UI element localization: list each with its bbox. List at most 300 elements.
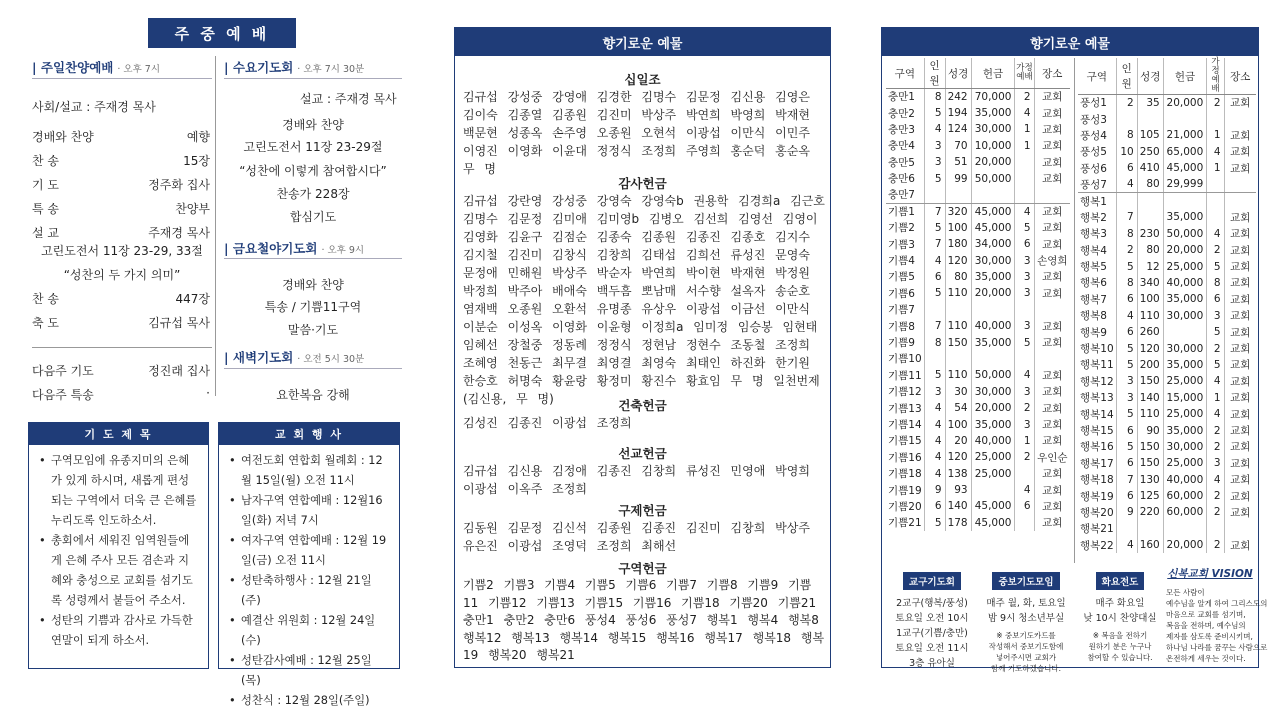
table-row xyxy=(886,433,1070,449)
info-line: 3층 유아실 xyxy=(909,658,955,669)
order-row xyxy=(32,386,210,403)
column-header: 인원 xyxy=(924,58,945,89)
table-cell: 기쁨3 xyxy=(888,238,915,251)
table-cell xyxy=(1163,111,1207,127)
table-cell: 2 xyxy=(1207,504,1224,520)
info-line: 넣어주시면 교회가 xyxy=(995,653,1057,662)
table-cell: 교회 xyxy=(1034,482,1070,498)
table-cell: 교회 xyxy=(1224,390,1256,406)
table-cell: 교회 xyxy=(1034,416,1070,432)
order-label: 다음주 기도 xyxy=(32,364,94,378)
table-cell: 10,000 xyxy=(971,138,1015,154)
wednesday-service-time: · 오후 7시 30분 xyxy=(297,64,365,75)
table-cell: 150 xyxy=(1137,455,1163,471)
table-cell: 6 xyxy=(1207,291,1224,307)
info-line: 함께 기도하겠습니다. xyxy=(991,664,1061,673)
table-cell: 교회 xyxy=(1034,220,1070,236)
table-cell: 110 xyxy=(945,367,971,383)
offering-group-names: 기쁨2 기쁨3 기쁨4 기쁨5 기쁨6 기쁨7 기쁨8 기쁨9 기쁨11 기쁨12 기쁨13 기쁨15 기쁨16 기쁨18 기쁨20 기쁨21 충만1 충만2 충만6 풍성4 풍성6 풍성7 행복1 행복4 행복8 행복12 행복13 행복14 행복15 행복16 행복17 행복18 행복19 행복20 행복21 xyxy=(463,578,825,662)
table-cell: 4 xyxy=(1207,226,1224,242)
table-cell: 교회 xyxy=(1224,357,1256,373)
table-cell: 충만4 xyxy=(888,140,915,153)
table-cell: 250 xyxy=(1137,144,1163,160)
table-cell xyxy=(1137,193,1163,209)
table-cell: 6 xyxy=(1116,422,1137,438)
table-cell: 4 xyxy=(1015,482,1034,498)
table-cell: 140 xyxy=(945,498,971,514)
district-prayer-box xyxy=(892,570,972,671)
table-cell: 34,000 xyxy=(971,236,1015,252)
table-cell xyxy=(1116,193,1137,209)
table-cell: 기쁨9 xyxy=(888,337,915,350)
table-cell: 180 xyxy=(945,236,971,252)
table-cell: 100 xyxy=(945,416,971,432)
table-cell: 51 xyxy=(945,154,971,170)
list-item: • 성탄의 기쁨과 감사로 가득한 연말이 되게 하소서. xyxy=(39,611,198,651)
table-cell: 8 xyxy=(1116,275,1137,291)
table-cell: 70,000 xyxy=(971,89,1015,105)
table-cell: 기쁨7 xyxy=(888,304,915,317)
friday-service-heading: | 금요철야기도회 · 오후 9시 xyxy=(224,241,365,256)
table-cell: 45,000 xyxy=(1163,160,1207,176)
table-cell: 60,000 xyxy=(1163,504,1207,520)
table-cell: 2 xyxy=(1116,95,1137,111)
table-cell: 5 xyxy=(1015,334,1034,350)
table-cell: 50,000 xyxy=(1163,226,1207,242)
order-value: 정주화 집사 xyxy=(148,178,210,192)
table-cell: 6 xyxy=(1116,160,1137,176)
table-cell: 5 xyxy=(1207,357,1224,373)
order-label: 찬 송 xyxy=(32,154,59,168)
table-cell: 행복5 xyxy=(1080,261,1107,274)
church-events-box xyxy=(218,422,400,707)
column-header: 구역 xyxy=(886,58,924,89)
table-cell: 200 xyxy=(1137,357,1163,373)
table-row xyxy=(886,449,1070,465)
table-cell: 320 xyxy=(945,203,971,219)
table-cell: 12 xyxy=(1137,258,1163,274)
info-line: 토요일 오전 10시 xyxy=(895,613,969,624)
table-cell: 기쁨4 xyxy=(888,255,915,268)
info-line: ※ 중보기도카드를 xyxy=(996,631,1056,640)
table-cell: 기쁨19 xyxy=(888,484,922,497)
table-cell: 행복20 xyxy=(1080,506,1114,519)
table-cell: 6 xyxy=(1116,455,1137,471)
order-label: 특 송 xyxy=(32,202,59,216)
table-cell xyxy=(924,302,945,318)
table-cell: 5 xyxy=(924,105,945,121)
table-row xyxy=(886,465,1070,481)
table-cell xyxy=(1207,521,1224,537)
table-cell: 교회 xyxy=(1034,236,1070,252)
table-cell: 교회 xyxy=(1034,203,1070,219)
table-cell: 45,000 xyxy=(971,220,1015,236)
table-cell: 교회 xyxy=(1224,439,1256,455)
table-cell: 120 xyxy=(945,449,971,465)
table-cell: 교회 xyxy=(1224,127,1256,143)
vision-heading: 신복교회 VISION xyxy=(1167,568,1253,580)
table-cell: 4 xyxy=(924,416,945,432)
table-cell xyxy=(1116,111,1137,127)
table-cell: 교회 xyxy=(1034,105,1070,121)
table-cell xyxy=(971,187,1015,203)
dawn-line: 요한복음 강해 xyxy=(276,388,350,402)
order-value: 15장 xyxy=(183,154,210,168)
column-header: 성경 xyxy=(1137,58,1163,95)
table-cell: 2 xyxy=(1207,488,1224,504)
table-cell: 3 xyxy=(1015,318,1034,334)
table-row xyxy=(886,351,1070,367)
wednesday-line: “성찬에 이렇게 참여합시다” xyxy=(239,164,387,178)
table-cell: 4 xyxy=(1116,308,1137,324)
table-cell: 교회 xyxy=(1224,226,1256,242)
table-cell: 4 xyxy=(1207,471,1224,487)
table-cell: 5 xyxy=(924,285,945,301)
table-cell: 행복16 xyxy=(1080,441,1114,454)
offering-group-title: 선교헌금 xyxy=(618,446,667,461)
table-cell: 25,000 xyxy=(1163,258,1207,274)
table-cell: 7 xyxy=(924,318,945,334)
table-cell: 교회 xyxy=(1034,433,1070,449)
table-cell: 기쁨12 xyxy=(888,386,922,399)
offering-group-title: 감사헌금 xyxy=(618,176,667,191)
list-item: • 여전도회 연합회 월례회 : 12월 15일(월) 오전 11시 xyxy=(229,451,389,491)
table-cell: 20,000 xyxy=(1163,537,1207,553)
table-cell: 교회 xyxy=(1224,258,1256,274)
table-cell: 150 xyxy=(1137,373,1163,389)
column-header: 헌금 xyxy=(1163,58,1207,95)
order-row xyxy=(32,224,210,241)
table-cell: 기쁨18 xyxy=(888,468,922,481)
info-line: 밤 9시 청소년부실 xyxy=(987,613,1065,624)
wednesday-line: 고린도전서 11장 23-29절 xyxy=(243,140,383,154)
order-label: 축 도 xyxy=(32,316,59,330)
table-cell: 기쁨8 xyxy=(888,320,915,333)
table-cell: 3 xyxy=(924,384,945,400)
table-cell: 4 xyxy=(1015,105,1034,121)
table-cell: 충만3 xyxy=(888,123,915,136)
table-cell: 25,000 xyxy=(1163,455,1207,471)
table-cell: 100 xyxy=(1137,291,1163,307)
table-cell: 3 xyxy=(924,154,945,170)
table-cell: 행복18 xyxy=(1080,474,1114,487)
table-row xyxy=(1078,308,1256,324)
table-cell xyxy=(1137,209,1163,225)
table-cell: 4 xyxy=(924,121,945,137)
table-row xyxy=(1078,160,1256,176)
table-cell: 기쁨16 xyxy=(888,451,922,464)
table-cell: 4 xyxy=(924,400,945,416)
table-cell: 5 xyxy=(924,220,945,236)
table-row xyxy=(886,154,1070,170)
table-cell: 9 xyxy=(1116,504,1137,520)
table-cell: 행복12 xyxy=(1080,375,1114,388)
table-cell: 10 xyxy=(1116,144,1137,160)
table-cell: 4 xyxy=(924,465,945,481)
district-table-left xyxy=(886,58,1070,531)
offering-group-names: 김규섭 김신용 김정애 김종진 김창희 류성진 민영애 박영희 이광섭 이옥주 조정희 xyxy=(463,464,810,496)
table-cell xyxy=(945,351,971,367)
table-cell: 20,000 xyxy=(1163,95,1207,111)
table-row xyxy=(1078,521,1256,537)
friday-line: 말씀·기도 xyxy=(287,323,339,337)
table-cell: 2 xyxy=(1207,422,1224,438)
table-cell: 교회 xyxy=(1224,488,1256,504)
table-cell: 25,000 xyxy=(1163,406,1207,422)
table-cell: 교회 xyxy=(1034,269,1070,285)
table-cell: 2 xyxy=(1207,340,1224,356)
table-cell xyxy=(1015,465,1034,481)
table-cell: 150 xyxy=(1137,439,1163,455)
table-cell: 35,000 xyxy=(1163,357,1207,373)
table-cell: 30,000 xyxy=(1163,439,1207,455)
info-line: 작성해서 중보기도함에 xyxy=(988,642,1064,651)
table-cell: 손영희 xyxy=(1034,252,1070,268)
table-cell: 25,000 xyxy=(1163,373,1207,389)
offerings-heading: 향기로운 예물 xyxy=(455,28,830,56)
order-label: 설 교 xyxy=(32,226,59,240)
order-label: 기 도 xyxy=(32,178,59,192)
table-cell: 기쁨10 xyxy=(888,353,922,366)
table-cell: 행복9 xyxy=(1080,326,1107,339)
table-row xyxy=(1078,324,1256,340)
table-cell: 5 xyxy=(1207,324,1224,340)
table-cell: 1 xyxy=(1015,121,1034,137)
dawn-service-time: · 오전 5시 30분 xyxy=(297,354,365,365)
sunday-leader: 사회/설교 : 주재경 목사 xyxy=(32,100,156,114)
table-cell: 1 xyxy=(1015,138,1034,154)
table-cell: 교회 xyxy=(1034,170,1070,186)
table-cell: 교회 xyxy=(1224,373,1256,389)
table-row xyxy=(1078,291,1256,307)
table-cell: 기쁨13 xyxy=(888,402,922,415)
table-cell: 풍성1 xyxy=(1080,97,1107,110)
table-cell: 4 xyxy=(924,252,945,268)
table-cell: 6 xyxy=(1116,324,1137,340)
table-cell: 2 xyxy=(1116,242,1137,258)
column-divider xyxy=(215,56,216,396)
table-cell: 교회 xyxy=(1224,160,1256,176)
table-cell: 행복6 xyxy=(1080,277,1107,290)
table-row xyxy=(886,89,1070,105)
info-line: 모든 사람이 xyxy=(1166,588,1205,597)
table-cell: 행복11 xyxy=(1080,359,1114,372)
table-cell xyxy=(945,302,971,318)
table-cell: 9 xyxy=(924,482,945,498)
table-cell: 기쁨15 xyxy=(888,435,922,448)
table-cell: 30,000 xyxy=(971,384,1015,400)
table-cell: 교회 xyxy=(1224,340,1256,356)
table-cell: 4 xyxy=(1015,203,1034,219)
table-row xyxy=(886,367,1070,383)
info-line: 낮 10시 찬양대실 xyxy=(1083,613,1157,624)
table-cell: 150 xyxy=(945,334,971,350)
table-cell: 3 xyxy=(1116,390,1137,406)
table-cell: 20,000 xyxy=(971,285,1015,301)
table-cell: 2 xyxy=(1207,439,1224,455)
table-row xyxy=(1078,373,1256,389)
weekly-worship-panel xyxy=(20,12,415,707)
wednesday-line: 경배와 찬양 xyxy=(282,118,344,132)
order-label: 다음주 특송 xyxy=(32,388,94,402)
table-cell xyxy=(1137,521,1163,537)
table-row xyxy=(886,482,1070,498)
table-cell: 행복8 xyxy=(1080,310,1107,323)
table-row xyxy=(886,203,1070,219)
district-offerings-panel xyxy=(881,27,1268,673)
table-row xyxy=(1078,340,1256,356)
table-cell: 교회 xyxy=(1034,515,1070,531)
table-cell: 교회 xyxy=(1224,406,1256,422)
info-line: 토요일 오전 11시 xyxy=(895,643,969,654)
table-cell: 3 xyxy=(1015,285,1034,301)
table-cell: 행복21 xyxy=(1080,523,1114,536)
vision-box xyxy=(1164,566,1268,664)
order-label: 찬 송 xyxy=(32,292,59,306)
list-item: • 성찬식 : 12월 28일(주일) xyxy=(229,691,389,711)
table-cell: 21,000 xyxy=(1163,127,1207,143)
table-cell xyxy=(1137,111,1163,127)
order-value: 예향 xyxy=(186,130,210,144)
table-cell: 교회 xyxy=(1034,89,1070,105)
table-cell: 340 xyxy=(1137,275,1163,291)
table-cell: 5 xyxy=(1116,258,1137,274)
order-value: 김규섭 목사 xyxy=(148,316,210,330)
table-cell: 178 xyxy=(945,515,971,531)
table-cell xyxy=(1116,521,1137,537)
table-cell: 30 xyxy=(945,384,971,400)
table-cell: 기쁨5 xyxy=(888,271,915,284)
table-cell: 교회 xyxy=(1034,384,1070,400)
order-value: 정진래 집사 xyxy=(148,364,210,378)
weekly-worship-title: 주 중 예 배 xyxy=(148,18,296,48)
list-item: • 예결산 위원회 : 12월 24일(수) xyxy=(229,611,389,651)
table-cell xyxy=(1207,176,1224,192)
table-cell: 45,000 xyxy=(971,498,1015,514)
table-row xyxy=(1078,488,1256,504)
table-cell: 130 xyxy=(1137,471,1163,487)
offering-group-title: 건축헌금 xyxy=(618,398,667,413)
table-cell: 교회 xyxy=(1034,138,1070,154)
prayer-topics-heading: 기 도 제 목 xyxy=(29,423,208,445)
table-cell: 7 xyxy=(924,236,945,252)
table-row xyxy=(1078,209,1256,225)
table-cell: 교회 xyxy=(1224,242,1256,258)
wednesday-line: 찬송가 228장 xyxy=(276,187,350,201)
table-cell: 교회 xyxy=(1224,324,1256,340)
table-cell: 220 xyxy=(1137,504,1163,520)
table-cell xyxy=(1163,324,1207,340)
table-row xyxy=(1078,275,1256,291)
table-cell: 35,000 xyxy=(971,334,1015,350)
table-cell: 35,000 xyxy=(1163,209,1207,225)
info-line: 하나님 나라를 꿈꾸는 사람으로 xyxy=(1166,643,1268,652)
order-row xyxy=(32,152,210,169)
table-cell: 20 xyxy=(945,433,971,449)
table-cell xyxy=(924,351,945,367)
table-cell: 2 xyxy=(1207,242,1224,258)
table-cell: 풍성6 xyxy=(1080,162,1107,175)
sunday-sermon-title: “성찬의 두 가지 의미” xyxy=(63,268,181,282)
table-row xyxy=(1078,537,1256,553)
table-cell: 4 xyxy=(924,433,945,449)
table-cell: 8 xyxy=(1116,226,1137,242)
table-cell: 2 xyxy=(1015,449,1034,465)
table-row xyxy=(1078,144,1256,160)
table-row xyxy=(886,252,1070,268)
table-cell: 30,000 xyxy=(1163,340,1207,356)
table-cell: 120 xyxy=(945,252,971,268)
table-cell: 충만7 xyxy=(886,187,924,203)
table-cell xyxy=(1207,111,1224,127)
table-cell: 2 xyxy=(1015,400,1034,416)
table-row xyxy=(1078,357,1256,373)
table-cell: 35 xyxy=(1137,95,1163,111)
table-cell: 2 xyxy=(1015,89,1034,105)
column-header: 헌금 xyxy=(971,58,1015,89)
table-cell xyxy=(1207,209,1224,225)
district-table-right xyxy=(1078,58,1256,553)
table-cell: 80 xyxy=(1137,176,1163,192)
order-row xyxy=(32,314,210,331)
table-cell: 4 xyxy=(1015,367,1034,383)
table-row xyxy=(1078,226,1256,242)
list-item: • 성탄감사예배 : 12월 25일(목) xyxy=(229,651,389,691)
table-cell: 50,000 xyxy=(971,170,1015,186)
table-cell xyxy=(1034,351,1070,367)
table-row xyxy=(886,384,1070,400)
table-cell: 1 xyxy=(1015,433,1034,449)
table-cell: 1 xyxy=(1207,390,1224,406)
table-cell: 4 xyxy=(1207,144,1224,160)
table-cell: 105 xyxy=(1137,127,1163,143)
table-cell: 90 xyxy=(1137,422,1163,438)
info-line: ※ 복음을 전하기 xyxy=(1092,631,1148,640)
table-cell: 8 xyxy=(924,89,945,105)
table-cell: 2 xyxy=(1207,537,1224,553)
divider xyxy=(32,347,212,348)
table-cell: 행복4 xyxy=(1080,244,1107,257)
list-item: • 총회에서 세워진 임역원들에게 은혜 주사 모든 겸손과 지혜와 충성으로 교회를 섬기도록 성령께서 붙들어 주소서. xyxy=(39,531,198,611)
table-cell: 교회 xyxy=(1224,308,1256,324)
table-row xyxy=(1078,504,1256,520)
table-cell: 3 xyxy=(1207,455,1224,471)
table-row xyxy=(886,515,1070,531)
info-line: 매주 월, 화, 토요일 xyxy=(986,598,1066,609)
table-cell xyxy=(1163,521,1207,537)
table-cell: 교회 xyxy=(1224,537,1256,553)
district-offerings-heading: 향기로운 예물 xyxy=(882,28,1258,56)
table-cell: 5 xyxy=(924,367,945,383)
table-cell: 54 xyxy=(945,400,971,416)
table-cell: 80 xyxy=(1137,242,1163,258)
table-cell: 138 xyxy=(945,465,971,481)
table-cell: 기쁨20 xyxy=(888,500,922,513)
table-cell xyxy=(1207,193,1224,209)
table-cell: 2 xyxy=(1207,95,1224,111)
info-line: 예수님을 알게 하여 그리스도의 xyxy=(1166,599,1268,608)
divider xyxy=(32,78,212,79)
table-cell: 260 xyxy=(1137,324,1163,340)
table-cell: 교회 xyxy=(1034,498,1070,514)
order-row xyxy=(32,290,210,307)
table-cell: 기쁨14 xyxy=(888,419,922,431)
table-cell: 230 xyxy=(1137,226,1163,242)
table-row xyxy=(1078,390,1256,406)
table-row xyxy=(886,121,1070,137)
table-cell: 1 xyxy=(1207,160,1224,176)
wednesday-line: 설교 : 주재경 목사 xyxy=(300,92,397,106)
